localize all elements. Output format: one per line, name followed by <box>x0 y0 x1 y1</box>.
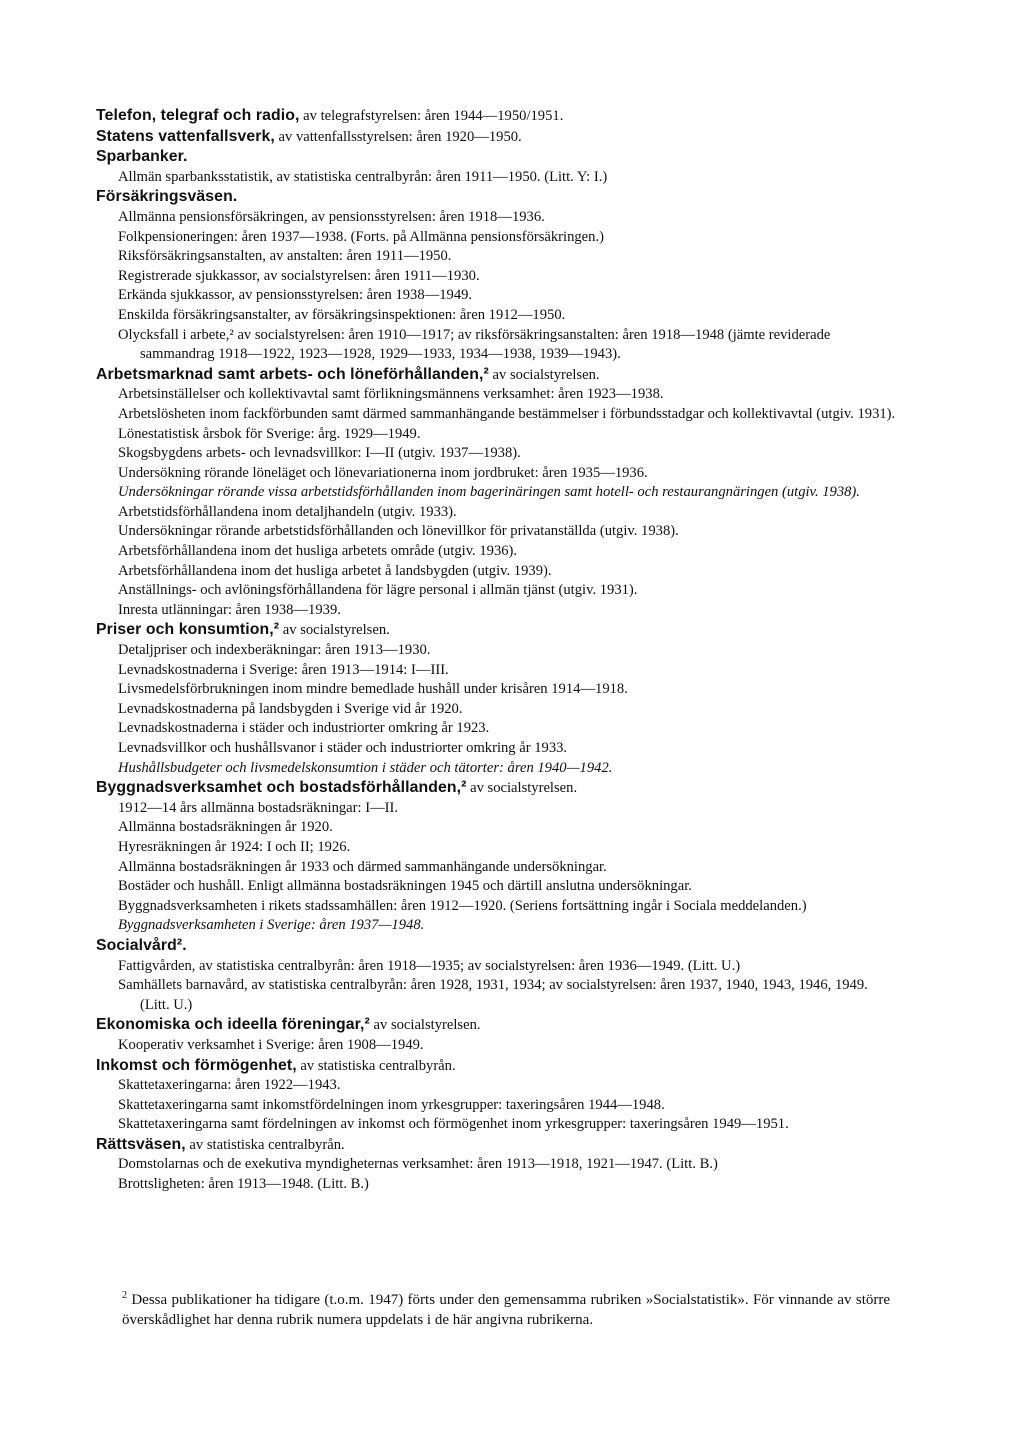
publication-entry: Skogsbygdens arbets- och levnadsvillkor: I—II (utgiv. 1937—1938). <box>118 445 521 462</box>
section-heading <box>96 778 896 799</box>
section <box>96 1135 896 1195</box>
section <box>96 127 896 148</box>
publication-entry: Olycksfall i arbete,² av socialstyrelsen: åren 1910—1917; av riksförsäkringsanstalten: åren 1918—1948 (jämte reviderade sammandrag 1918—1922, 1923—1928, 1929—1933, 1934—1938, 1939—1943). <box>118 326 831 363</box>
publication-entry: 1912—14 års allmänna bostadsräkningar: I—II. <box>118 799 399 816</box>
section-title: Försäkringsväsen. <box>96 188 238 206</box>
section-heading <box>96 1135 896 1156</box>
publication-entry: Riksförsäkringsanstalten, av anstalten: åren 1911—1950. <box>118 248 452 265</box>
publication-entry: Arbetsförhållandena inom det husliga arbetets område (utgiv. 1936). <box>118 543 518 560</box>
publication-entry: Fattigvården, av statistiska centralbyrån: åren 1918—1935; av socialstyrelsen: åren 1936—1949. (Litt. U.) <box>118 957 741 974</box>
publication-entry: Byggnadsverksamheten i Sverige: åren 1937—1948. <box>118 917 425 934</box>
publication-entry: Samhällets barnavård, av statistiska centralbyrån: åren 1928, 1931, 1934; av socialstyrelsen: åren 1937, 1940, 1943, 1946, 1949. (Litt. U.) <box>118 977 868 1013</box>
publication-entry: Domstolarnas och de exekutiva myndigheternas verksamhet: åren 1913—1918, 1921—1947. (Litt. B.) <box>118 1156 718 1173</box>
section-publisher: av socialstyrelsen. <box>488 366 600 383</box>
section-heading <box>96 106 896 127</box>
footnote <box>122 1291 890 1330</box>
section-publisher: av telegrafstyrelsen: åren 1944—1950/1951. <box>299 108 564 124</box>
publication-entry: Arbetstidsförhållandena inom detaljhandeln (utgiv. 1933). <box>118 503 457 520</box>
section-heading <box>96 1056 896 1077</box>
section-heading <box>96 127 896 148</box>
section-publisher: av vattenfallsstyrelsen: åren 1920—1950. <box>274 128 522 145</box>
section-heading <box>96 187 896 208</box>
section-title: Ekonomiska och ideella föreningar,² <box>96 1016 370 1034</box>
section-title: Statens vattenfallsverk, <box>96 127 275 145</box>
publication-entry: Undersökningar rörande vissa arbetstidsförhållanden inom bagerinäringen samt hotell- och restaurangnäringen (utgiv. 1938). <box>118 484 860 501</box>
section-heading <box>96 365 896 386</box>
publication-entry: Levnadskostnaderna i städer och industriorter omkring år 1923. <box>118 720 490 737</box>
section-title: Sparbanker. <box>96 148 188 166</box>
publication-entry: Anställnings- och avlöningsförhållandena för lägre personal i allmän tjänst (utgiv. 1931). <box>118 582 638 599</box>
publication-entry: Skattetaxeringarna samt inkomstfördelningen inom yrkesgrupper: taxeringsåren 1944—1948. <box>118 1096 665 1113</box>
publication-entry: Undersökningar rörande arbetstidsförhållanden och lönevillkor för privatanställda (utgiv. 1938). <box>118 523 679 540</box>
publication-entry: Skattetaxeringarna: åren 1922—1943. <box>118 1077 341 1094</box>
publication-entry: Arbetsförhållandena inom det husliga arbetet å landsbygden (utgiv. 1939). <box>118 562 552 579</box>
section-publisher: av statistiska centralbyrån. <box>296 1057 456 1074</box>
section <box>96 147 896 187</box>
section-title: Byggnadsverksamhet och bostadsförhållanden,² <box>96 779 467 797</box>
footnote-text: Dessa publikationer ha tidigare (t.o.m. 1947) förts under den gemensamma rubriken »Socialstatistik». För vinnande av större överskådlighet har denna rubrik numera uppdelats i de här angivna rubrikerna. <box>122 1292 891 1328</box>
section <box>96 106 896 127</box>
publication-entry: Allmän sparbanksstatistik, av statistiska centralbyrån: åren 1911—1950. (Litt. Y: I.) <box>118 168 608 185</box>
section <box>96 936 896 1015</box>
footnote-mark: 2 <box>122 1290 127 1301</box>
section-title: Inkomst och förmögenhet, <box>96 1056 297 1074</box>
section-heading <box>96 147 896 168</box>
publication-entry: Enskilda försäkringsanstalter, av försäkringsinspektionen: åren 1912—1950. <box>118 306 566 323</box>
section <box>96 778 896 936</box>
section-heading <box>96 936 896 957</box>
section-publisher: av socialstyrelsen. <box>466 780 578 797</box>
publication-entry: Hushållsbudgeter och livsmedelskonsumtion i städer och tätorter: åren 1940—1942. <box>118 759 613 776</box>
publication-entry: Skattetaxeringarna samt fördelningen av inkomst och förmögenhet inom yrkesgrupper: taxeringsåren 1949—1951. <box>118 1116 789 1133</box>
section-publisher: av socialstyrelsen. <box>369 1017 481 1034</box>
section <box>96 365 896 621</box>
section-heading <box>96 1015 896 1036</box>
publication-entry: Bostäder och hushåll. Enligt allmänna bostadsräkningen 1945 och därtill anslutna undersökningar. <box>118 878 692 895</box>
section <box>96 1056 896 1135</box>
section-title: Rättsväsen, <box>96 1135 186 1153</box>
section-title: Telefon, telegraf och radio, <box>96 107 300 124</box>
section <box>96 1015 896 1055</box>
publication-entry: Byggnadsverksamheten i rikets stadssamhällen: åren 1912—1920. (Seriens fortsättning ingår i Sociala meddelanden.) <box>118 897 807 914</box>
publication-entry: Detaljpriser och indexberäkningar: åren 1913—1930. <box>118 642 431 659</box>
publication-entry: Levnadskostnaderna i Sverige: åren 1913—1914: I—III. <box>118 661 449 678</box>
section-heading <box>96 620 896 641</box>
publication-entry: Kooperativ verksamhet i Sverige: åren 1908—1949. <box>118 1036 424 1053</box>
publication-entry: Undersökning rörande löneläget och lönevariationerna inom jordbruket: åren 1935—1936. <box>118 464 648 481</box>
publication-entry: Inresta utlänningar: åren 1938—1939. <box>118 601 341 618</box>
publication-entry: Levnadsvillkor och hushållsvanor i städer och industriorter omkring år 1933. <box>118 740 568 756</box>
publication-entry: Arbetsinställelser och kollektivavtal samt förlikningsmännens verksamhet: åren 1923—1938. <box>118 386 664 403</box>
publication-entry: Registrerade sjukkassor, av socialstyrelsen: åren 1911—1930. <box>118 267 480 284</box>
publication-entry: Allmänna pensionsförsäkringen, av pensionsstyrelsen: åren 1918—1936. <box>118 208 545 225</box>
publication-entry: Livsmedelsförbrukningen inom mindre bemedlade hushåll under krisåren 1914—1918. <box>118 681 628 698</box>
publication-entry: Brottsligheten: åren 1913—1948. (Litt. B.) <box>118 1176 369 1193</box>
document-body <box>96 106 896 1195</box>
publication-entry: Folkpensioneringen: åren 1937—1938. (Forts. på Allmänna pensionsförsäkringen.) <box>118 228 604 245</box>
section-publisher: av socialstyrelsen. <box>279 622 390 639</box>
publication-entry: Levnadskostnaderna på landsbygden i Sverige vid år 1920. <box>118 700 463 717</box>
section-title: Socialvård². <box>96 936 187 954</box>
publication-entry: Allmänna bostadsräkningen år 1920. <box>118 819 333 836</box>
section <box>96 620 896 778</box>
section-title: Arbetsmarknad samt arbets- och löneförhållanden,² <box>96 365 489 383</box>
publication-entry: Allmänna bostadsräkningen år 1933 och därmed sammanhängande undersökningar. <box>118 858 607 875</box>
section-publisher: av statistiska centralbyrån. <box>185 1136 345 1153</box>
section-title: Priser och konsumtion,² <box>96 621 280 639</box>
section <box>96 187 896 364</box>
publication-entry: Arbetslösheten inom fackförbunden samt därmed sammanhängande bestämmelser i förbundsstadgar och kollektivavtal (utgiv. 1931). <box>118 405 896 422</box>
publication-entry: Lönestatistisk årsbok för Sverige: årg. 1929—1949. <box>118 425 421 442</box>
publication-entry: Hyresräkningen år 1924: I och II; 1926. <box>118 838 351 855</box>
publication-entry: Erkända sjukkassor, av pensionsstyrelsen: åren 1938—1949. <box>118 287 473 304</box>
